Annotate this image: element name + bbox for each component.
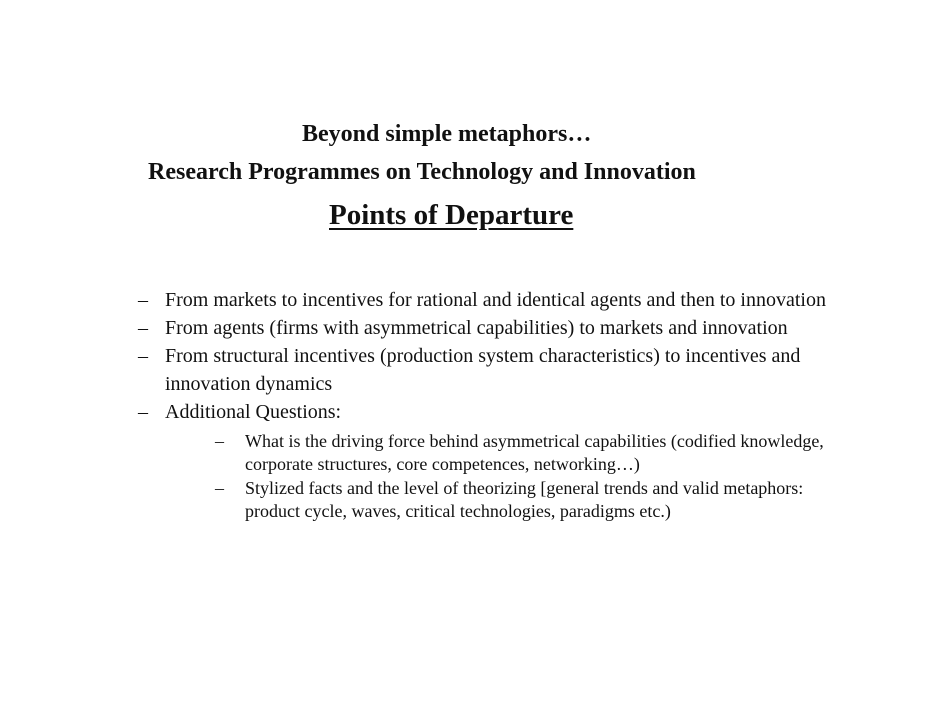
bullet-list (138, 286, 858, 522)
sub-bullet-item (215, 477, 858, 522)
dash-marker: – (215, 478, 224, 498)
slide-heading: Points of Departure (329, 199, 574, 231)
bullet-item (138, 342, 858, 398)
bullet-item (138, 314, 858, 342)
slide-title-line-1: Beyond simple metaphors… (302, 121, 592, 147)
sub-bullet-list (215, 430, 858, 522)
bullet-text: From markets to incentives for rational and identical agents and then to innovation (165, 289, 826, 311)
dash-marker: – (138, 289, 148, 311)
dash-marker: – (138, 345, 148, 367)
bullet-item (138, 286, 858, 314)
dash-marker: – (215, 431, 224, 451)
bullet-text: From agents (firms with asymmetrical capabilities) to markets and innovation (165, 317, 788, 339)
bullet-text: Additional Questions: (165, 401, 342, 423)
dash-marker: – (138, 317, 148, 339)
bullet-text: From structural incentives (production system characteristics) to incentives and innovation dynamics (165, 345, 801, 395)
sub-bullet-item (215, 430, 858, 475)
sub-bullet-text: What is the driving force behind asymmetrical capabilities (codified knowledge, corporate structures, core competences, networking…) (245, 431, 824, 474)
sub-bullet-text: Stylized facts and the level of theorizing [general trends and valid metaphors: product cycle, waves, critical technologies, paradigms etc.) (245, 478, 804, 521)
slide-title-line-2: Research Programmes on Technology and Innovation (148, 159, 696, 185)
dash-marker: – (138, 401, 148, 423)
bullet-item (138, 398, 858, 522)
